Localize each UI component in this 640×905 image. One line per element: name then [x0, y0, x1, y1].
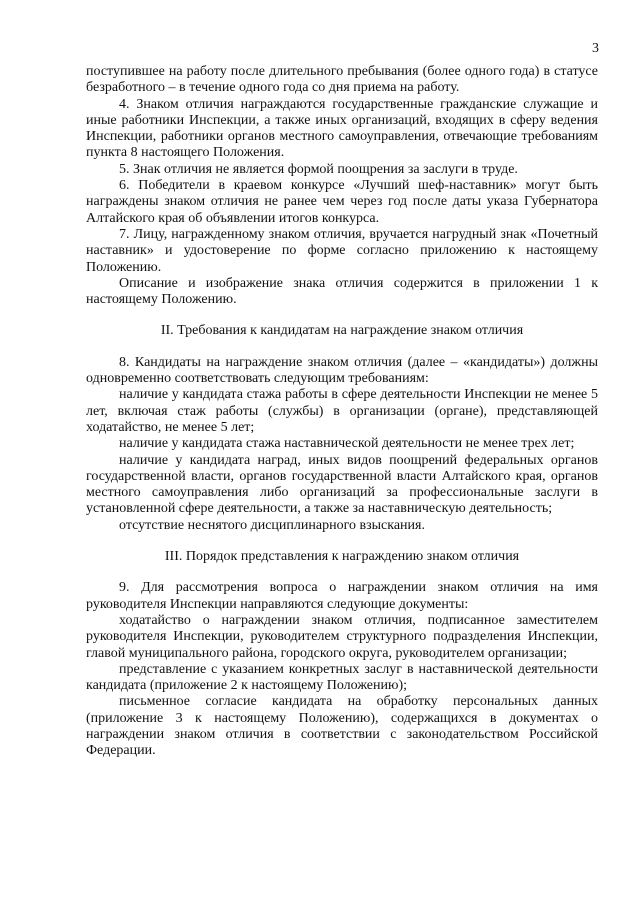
document-submission: представление с указанием конкретных заслуг в наставнической деятельности кандидата (приложение 2 к настоящему Положению); — [86, 661, 598, 694]
document-body — [86, 64, 598, 760]
section-heading-2: II. Требования к кандидатам на награждение знаком отличия — [160, 323, 524, 339]
document-consent: письменное согласие кандидата на обработку персональных данных (приложение 3 к настоящему Положению), содержащихся в документах о награждении знаком отличия в соответствии с законодательством Российской Федерации. — [86, 694, 598, 759]
paragraph-item-4: 4. Знаком отличия награждаются государственные гражданские служащие и иные работники Инспекции, а также иных организаций, входящих в сферу ведения Инспекции, работники органов местного самоуправления, отвечающие требованиям пункта 8 настоящего Положения. — [86, 96, 598, 161]
paragraph-description: Описание и изображение знака отличия содержится в приложении 1 к настоящему Положению. — [86, 275, 598, 308]
requirement-awards: наличие у кандидата наград, иных видов поощрений федеральных органов государственной власти, органов государственной власти Алтайского края, органов местного самоуправления либо организаций за профессиональные заслуги в установленной сфере деятельности, а также за наставническую деятельность; — [86, 452, 598, 517]
requirement-no-penalty: отсутствие неснятого дисциплинарного взыскания. — [119, 517, 425, 533]
section-heading-3: III. Порядок представления к награждению знаком отличия — [164, 549, 520, 565]
paragraph-item-5: 5. Знак отличия не является формой поощрения за заслуги в труде. — [119, 161, 518, 177]
requirement-work-experience: наличие у кандидата стажа работы в сфере деятельности Инспекции не менее 5 лет, включая стаж работы (службы) в организации (органе), представляющей ходатайство, не менее 5 лет; — [86, 387, 598, 435]
page-number: 3 — [592, 41, 599, 56]
paragraph-item-7: 7. Лицу, награжденному знаком отличия, вручается нагрудный знак «Почетный наставник» и удостоверение по форме согласно приложению к настоящему Положению. — [86, 226, 598, 275]
requirement-mentoring-experience: наличие у кандидата стажа наставнической деятельности не менее трех лет; — [119, 436, 575, 452]
paragraph-item-8: 8. Кандидаты на награждение знаком отличия (далее – «кандидаты») должны одновременно соответствовать следующим требованиям: — [86, 354, 598, 387]
paragraph-item-6: 6. Победители в краевом конкурсе «Лучший шеф-наставник» могут быть награждены знаком отличия не ранее чем через год после даты указа Губернатора Алтайского края об объявлении итогов конкурса. — [86, 178, 598, 226]
paragraph-item-9: 9. Для рассмотрения вопроса о награждении знаком отличия на имя руководителя Инспекции направляются следующие документы: — [86, 580, 598, 612]
paragraph-continuation: поступившее на работу после длительного пребывания (более одного года) в статусе безработного – в течение одного года со дня приема на работу. — [86, 64, 598, 96]
document-petition: ходатайство о награждении знаком отличия, подписанное заместителем руководителя Инспекции, руководителем структурного подразделения Инспекции, главой муниципального района, городского округа, руководителем организации; — [86, 612, 598, 661]
